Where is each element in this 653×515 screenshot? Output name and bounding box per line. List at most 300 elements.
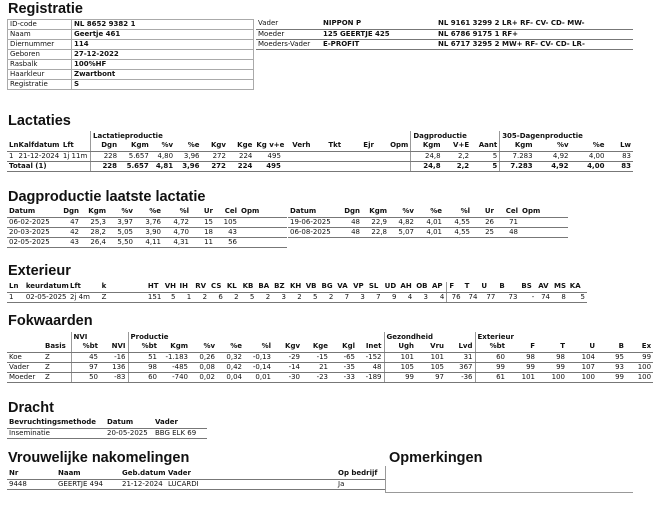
column-header: IH: [177, 282, 193, 292]
group-spacer: [7, 332, 71, 342]
column-header: Cel: [215, 207, 239, 217]
table-cell: 272: [202, 151, 228, 161]
column-header: B: [597, 342, 626, 352]
column-header: T: [463, 282, 480, 292]
column-header: MS: [554, 282, 567, 291]
column-header: Inet: [357, 342, 384, 352]
table-cell: 7: [367, 292, 383, 302]
column-header: Tkt: [313, 141, 344, 151]
column-header: NVI: [100, 342, 128, 352]
table-cell: 48: [338, 227, 362, 237]
column-header: B: [497, 282, 519, 292]
table-cell: 105: [384, 362, 416, 372]
total-cell: [376, 161, 411, 171]
column-header: Kgv: [202, 141, 228, 151]
table-cell: 99: [597, 372, 626, 382]
pedigree-label: Moeders-Vader: [256, 39, 321, 49]
table-cell: 2: [288, 292, 304, 302]
table-cell: 3,76: [135, 217, 163, 227]
table-cell: [520, 227, 568, 237]
table-cell: 1: [7, 151, 17, 161]
column-header: Datum: [105, 418, 153, 428]
dagproductie-row: [7, 217, 287, 227]
table-cell: [343, 151, 376, 161]
column-header: Datum: [288, 207, 338, 217]
nakomelingen-header: [7, 469, 385, 479]
table-cell: [239, 217, 287, 227]
table-cell: 4,70: [163, 227, 191, 237]
pedigree-name: 125 GEERTJE 425: [321, 29, 436, 39]
column-header: Ejr: [343, 141, 376, 151]
table-cell: 99: [626, 352, 653, 362]
table-cell: 0,26: [190, 352, 217, 362]
total-cell: 228: [91, 161, 120, 171]
table-cell: 9: [383, 292, 399, 302]
table-cell: LUCARDI: [166, 479, 336, 489]
table-cell: 1: [7, 292, 24, 302]
table-cell: 71: [496, 217, 520, 227]
table-cell: 22,8: [362, 227, 389, 237]
table-cell: 97: [416, 372, 446, 382]
table-cell: 100: [626, 372, 653, 382]
table-cell: [239, 237, 287, 247]
fokwaarden-row: [7, 362, 653, 372]
field-value: Geertje 461: [72, 30, 254, 40]
table-cell: 20-03-2025: [7, 227, 57, 237]
table-cell: -: [519, 292, 536, 302]
table-cell: 2: [225, 292, 241, 302]
table-cell: 76: [447, 292, 463, 302]
column-header: UD: [383, 282, 399, 292]
table-cell: 56: [215, 237, 239, 247]
column-header: Naam: [56, 469, 120, 479]
table-cell: 99: [384, 372, 416, 382]
registratie-row: [8, 70, 254, 80]
registratie-title: Registratie: [8, 1, 83, 17]
table-cell: 7: [335, 292, 351, 302]
table-cell: 100: [567, 372, 597, 382]
field-value: 100%HF: [72, 60, 254, 70]
total-cell: 495: [254, 161, 283, 171]
table-cell: 99: [507, 362, 537, 372]
table-cell: -33: [330, 372, 357, 382]
pedigree-name: E-PROFIT: [321, 39, 436, 49]
lactaties-group-header: [7, 131, 633, 141]
column-header: Ur: [191, 207, 215, 217]
table-cell: 5: [304, 292, 320, 302]
pedigree-extra: RF+: [500, 29, 633, 39]
table-cell: 100: [626, 362, 653, 372]
table-cell: 101: [384, 352, 416, 362]
nakomeling-row: [7, 479, 385, 489]
table-cell: Inseminatie: [7, 428, 105, 438]
column-header: Kge: [302, 342, 330, 352]
table-cell: -14: [273, 362, 302, 372]
table-cell: 2: [193, 292, 209, 302]
table-cell: 2j 4m: [68, 292, 100, 302]
table-cell: 0,42: [217, 362, 244, 372]
dagproductie-header: [7, 207, 287, 217]
group-spacer: [7, 131, 91, 141]
pedigree-code: NL 6786 9175 1: [438, 29, 500, 38]
column-header: HT: [146, 282, 163, 292]
table-cell: 98: [537, 352, 567, 362]
total-cell: 2,2: [443, 161, 472, 171]
table-cell: 6: [209, 292, 225, 302]
column-header: VA: [335, 282, 351, 292]
column-header: Lft: [68, 282, 100, 292]
column-header: Basis: [43, 342, 71, 352]
group-header: Exterieur: [475, 332, 653, 342]
column-header: F: [507, 342, 537, 352]
table-cell: 4,00: [571, 151, 607, 161]
lactaties-header: [7, 141, 633, 151]
total-cell: 3,96: [175, 161, 201, 171]
table-cell: 50: [71, 372, 100, 382]
column-header: Ur: [472, 207, 496, 217]
total-cell: 83: [606, 161, 633, 171]
lactatie-row: [7, 151, 633, 161]
column-header: Kgm: [119, 141, 151, 151]
field-label: Registratie: [8, 80, 72, 90]
fokwaarden-table: [7, 332, 653, 383]
total-cell: 4,81: [151, 161, 175, 171]
group-header: Gezondheid: [384, 332, 475, 342]
table-cell: 74: [463, 292, 480, 302]
lactaties-total-row: [7, 161, 633, 171]
column-header: %bt: [71, 342, 100, 352]
pedigree-row: [256, 29, 633, 39]
table-cell: 1: [177, 292, 193, 302]
table-cell: 5,50: [108, 237, 135, 247]
total-cell: 4,92: [535, 161, 571, 171]
column-header: Lvd: [446, 342, 475, 352]
lactaties-title: Lactaties: [8, 113, 71, 129]
table-cell: 228: [91, 151, 120, 161]
registratie-right-table: [256, 19, 633, 50]
table-cell: Ja: [336, 479, 385, 489]
table-cell: 151: [147, 292, 162, 301]
field-label: Naam: [8, 30, 72, 40]
column-header: %l: [244, 342, 273, 352]
table-cell: 06-02-2025: [7, 217, 57, 227]
table-cell: [520, 217, 568, 227]
table-cell: 367: [446, 362, 475, 372]
table-cell: 101: [416, 352, 446, 362]
table-cell: BBG ELK 69: [153, 428, 207, 438]
table-cell: 95: [597, 352, 626, 362]
table-cell: 73: [497, 292, 519, 302]
table-cell: Z: [43, 352, 71, 362]
table-cell: 0,01: [244, 372, 273, 382]
table-cell: 0,32: [217, 352, 244, 362]
table-cell: 3,90: [135, 227, 163, 237]
pedigree-label: Moeder: [256, 29, 321, 39]
column-header: Lw: [606, 141, 633, 151]
dagproductie-row: [288, 217, 568, 227]
opmerkingen-divider: [385, 466, 386, 492]
table-cell: 0,02: [190, 372, 217, 382]
table-cell: 25,3: [81, 217, 108, 227]
field-label: Rasbalk: [8, 60, 72, 70]
table-cell: 43: [215, 227, 239, 237]
table-cell: -30: [273, 372, 302, 382]
table-cell: 4,55: [444, 227, 472, 237]
table-cell: 2: [320, 292, 336, 302]
table-cell: 06-08-2025: [288, 227, 338, 237]
dagproductie-row: [7, 227, 287, 237]
total-cell: [283, 161, 313, 171]
table-cell: -36: [446, 372, 475, 382]
table-cell: 1j 11m: [61, 151, 91, 161]
dracht-title: Dracht: [8, 400, 54, 416]
column-header: Kalfdatum: [18, 141, 60, 150]
table-cell: -0,13: [244, 352, 273, 362]
field-value: 114: [72, 40, 254, 50]
table-cell: -83: [100, 372, 128, 382]
registratie-row: [8, 80, 254, 90]
column-header: VP: [351, 282, 367, 292]
table-cell: 47: [57, 217, 81, 227]
table-cell: Vader: [7, 362, 43, 372]
table-cell: 5: [568, 292, 587, 302]
table-cell: 19-06-2025: [288, 217, 338, 227]
dagproductie-header: [288, 207, 568, 217]
total-cell: 272: [202, 161, 228, 171]
table-cell: 8: [552, 292, 568, 302]
fokwaarden-header: [7, 342, 653, 352]
table-cell: 48: [357, 362, 384, 372]
group-header: Lactatieproductie: [91, 131, 411, 141]
column-header: Ugh: [384, 342, 416, 352]
total-cell: 5.657: [119, 161, 151, 171]
column-header: Verh: [283, 141, 313, 151]
column-header: %v: [190, 342, 217, 352]
registratie-row: [8, 50, 254, 60]
registratie-row: [8, 40, 254, 50]
table-cell: -0,14: [244, 362, 273, 372]
total-cell: [343, 161, 376, 171]
column-header: Kg v+e: [256, 141, 285, 150]
column-header: Bevruchtingsmethode: [7, 418, 105, 428]
column-header: Dgn: [338, 207, 362, 217]
column-header: Opm: [520, 207, 568, 217]
table-cell: 4,01: [416, 227, 444, 237]
table-cell: 22,9: [362, 217, 389, 227]
pedigree-code: NL 6717 3295 2: [438, 39, 500, 48]
exterieur-header: [7, 282, 587, 292]
table-cell: 3,97: [108, 217, 135, 227]
pedigree-extra: LR+ RF- CV- CD- MW-: [500, 19, 633, 29]
table-cell: 107: [567, 362, 597, 372]
table-cell: 5: [163, 292, 178, 302]
dagproductie-right-table: [288, 207, 568, 238]
column-header: %v: [151, 141, 175, 151]
table-cell: 3,96: [175, 151, 201, 161]
table-cell: -15: [302, 352, 330, 362]
column-header: %e: [175, 141, 201, 151]
table-cell: 24,8: [411, 151, 443, 161]
column-header: AP: [430, 282, 447, 292]
table-cell: 5,07: [389, 227, 416, 237]
total-cell: [313, 161, 344, 171]
table-cell: 93: [597, 362, 626, 372]
column-header: %l: [163, 207, 191, 217]
column-header: U: [479, 282, 497, 292]
column-header: Kgm: [500, 141, 535, 151]
column-header: Op bedrijf: [336, 469, 385, 479]
pedigree-code: NL 9161 3299 2: [438, 19, 500, 28]
table-cell: 25: [472, 227, 496, 237]
table-cell: 5.657: [119, 151, 151, 161]
table-cell: 45: [71, 352, 100, 362]
dracht-table: [7, 418, 207, 439]
column-header: VH: [164, 282, 177, 291]
column-header: T: [537, 342, 567, 352]
column-header: Cel: [496, 207, 520, 217]
table-cell: -485: [159, 362, 190, 372]
column-header: Nr: [7, 469, 56, 479]
registratie-row: [8, 30, 254, 40]
column-header: AV: [536, 282, 552, 292]
column-header: keurdatum: [25, 282, 69, 291]
column-header: KA: [568, 282, 587, 292]
pedigree-label: Vader: [256, 19, 321, 29]
table-cell: 2,2: [443, 151, 472, 161]
table-cell: 21-12-2024: [18, 151, 60, 160]
table-cell: 21: [302, 362, 330, 372]
table-cell: 4,82: [389, 217, 416, 227]
table-cell: [376, 151, 411, 161]
table-cell: 4,55: [444, 217, 472, 227]
column-header: Kgv: [273, 342, 302, 352]
field-value: S: [72, 80, 254, 90]
column-header: Kgm: [411, 141, 443, 151]
table-cell: 51: [128, 352, 159, 362]
table-cell: -152: [357, 352, 384, 362]
dagproductie-left-table: [7, 207, 287, 248]
column-header: %v: [389, 207, 416, 217]
table-cell: -23: [302, 372, 330, 382]
fokwaarden-title: Fokwaarden: [8, 313, 93, 329]
dracht-header: [7, 418, 207, 428]
fokwaarden-group-header: [7, 332, 653, 342]
table-cell: 4,80: [151, 151, 175, 161]
exterieur-table: [7, 282, 587, 303]
table-cell: 3: [414, 292, 430, 302]
column-header: Geb.datum: [122, 469, 166, 478]
column-header: Kgl: [330, 342, 357, 352]
exterieur-row: [7, 292, 587, 302]
column-header: %e: [416, 207, 444, 217]
table-cell: 97: [71, 362, 100, 372]
table-cell: 28,2: [81, 227, 108, 237]
table-cell: 5: [241, 292, 257, 302]
table-cell: 4,11: [135, 237, 163, 247]
pedigree-extra: MW+ RF- CV- CD- LR-: [500, 39, 633, 49]
table-cell: -65: [330, 352, 357, 362]
table-cell: 48: [496, 227, 520, 237]
field-value: 27-12-2022: [72, 50, 254, 60]
table-cell: 02-05-2025: [7, 237, 57, 247]
pedigree-row: [256, 19, 633, 29]
table-cell: -740: [159, 372, 190, 382]
table-cell: 99: [537, 362, 567, 372]
column-header: %v: [108, 207, 135, 217]
opmerkingen-bottom-line: [385, 492, 633, 493]
table-cell: 83: [606, 151, 633, 161]
field-value: Zwartbont: [72, 70, 254, 80]
column-header: KB: [241, 282, 257, 292]
table-cell: 26: [472, 217, 496, 227]
dracht-row: [7, 428, 207, 438]
field-value: NL 8652 9382 1: [72, 20, 254, 30]
total-cell: 4,00: [571, 161, 607, 171]
table-cell: 105: [416, 362, 446, 372]
column-header: %e: [571, 141, 607, 151]
column-header: %l: [444, 207, 472, 217]
column-header: Aant: [471, 141, 500, 151]
table-cell: 0,08: [190, 362, 217, 372]
table-cell: 98: [507, 352, 537, 362]
column-header: Kgm: [81, 207, 108, 217]
table-cell: 20-05-2025: [105, 428, 153, 438]
column-header: %e: [135, 207, 163, 217]
column-header: Opm: [376, 141, 411, 151]
table-cell: [283, 151, 313, 161]
column-header: KL: [225, 282, 241, 292]
fokwaarden-row: [7, 372, 653, 382]
total-cell: 24,8: [411, 161, 443, 171]
column-header: AH: [398, 282, 414, 292]
nakomelingen-table: [7, 469, 385, 490]
table-cell: [313, 151, 344, 161]
table-cell: -16: [100, 352, 128, 362]
column-header: %v: [535, 141, 571, 151]
column-header: Dgn: [57, 207, 81, 217]
opmerkingen-title: Opmerkingen: [389, 450, 483, 466]
column-header: %bt: [475, 342, 507, 352]
table-cell: 11: [191, 237, 215, 247]
table-cell: 224: [228, 151, 254, 161]
column-header: Ex: [626, 342, 653, 352]
table-cell: Moeder: [7, 372, 43, 382]
table-cell: 74: [536, 292, 552, 302]
table-cell: 60: [475, 352, 507, 362]
column-header: CS: [209, 282, 225, 292]
column-header: Kgm: [159, 342, 190, 352]
table-cell: 48: [338, 217, 362, 227]
table-cell: 5,05: [108, 227, 135, 237]
table-cell: 26,4: [81, 237, 108, 247]
table-cell: 15: [191, 217, 215, 227]
table-cell: 4,31: [163, 237, 191, 247]
column-header: [7, 342, 43, 352]
nakomelingen-title: Vrouwelijke nakomelingen: [8, 450, 190, 466]
table-cell: 495: [254, 151, 283, 161]
column-header: VB: [304, 282, 320, 292]
column-header: Opm: [239, 207, 287, 217]
table-cell: [239, 227, 287, 237]
column-header: OB: [414, 282, 430, 292]
table-cell: GEERTJE 494: [56, 479, 120, 489]
table-cell: 136: [100, 362, 128, 372]
table-cell: 21-12-2024: [120, 479, 166, 489]
table-cell: 99: [475, 362, 507, 372]
column-header: Vru: [416, 342, 446, 352]
table-cell: 61: [475, 372, 507, 382]
total-cell: 7.283: [500, 161, 535, 171]
